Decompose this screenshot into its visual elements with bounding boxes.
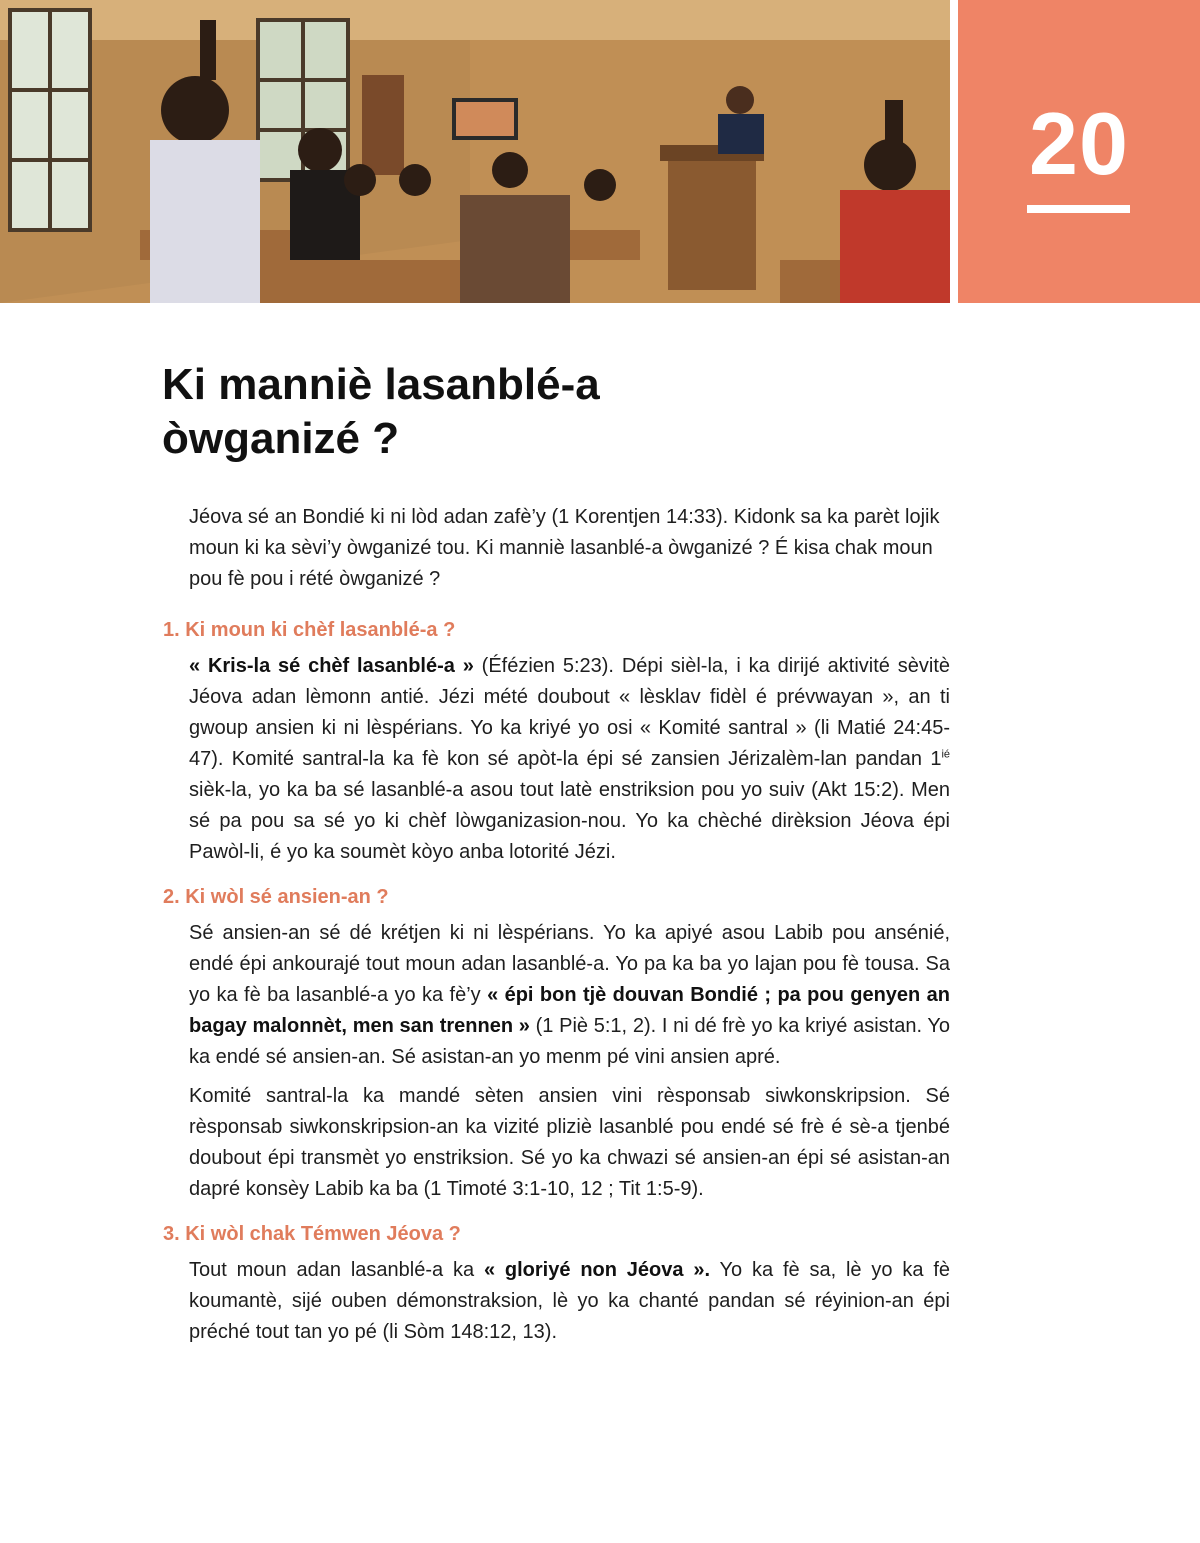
title-line-1: Ki manniè lasanblé-a	[162, 360, 600, 409]
bold-phrase: « gloriyé non Jéova ».	[483, 1259, 711, 1281]
title-line-2: òwganizé ?	[162, 414, 400, 463]
chapter-underline	[1027, 205, 1130, 213]
congregation-meeting-illustration	[0, 0, 950, 303]
chapter-number: 20	[1029, 94, 1129, 193]
lesson-title	[162, 358, 922, 466]
window-left	[10, 10, 90, 230]
hero-image	[0, 0, 950, 303]
door	[362, 75, 404, 175]
bold-phrase: « Kris-la sé chèf lasanblé-a »	[189, 655, 474, 677]
answer-paragraph: Komité santral-la ka mandé sèten ansien vini rèsponsab siwkonskripsion. Sé rèsponsab siwkonskripsion-an ka vizité pliziè lasanblé pou endé sé frè é sè-a tjenbé doubout épi transmèt yo enstriksion. Sé yo ka chwazi sé ansien-an épi sé asistan-an dapré konsèy Labib ka ba (1 Timoté 3:1-10, 12 ; Tit 1:5-9).	[189, 1085, 950, 1200]
question-2	[163, 882, 951, 1205]
lectern	[668, 150, 756, 290]
bold-phrase: « épi bon tjè douvan Bondié ; pa pou genyen an bagay malonnèt, men san trennen »	[189, 984, 950, 1037]
answer-paragraph: Tout moun adan lasanblé-a ka « gloriyé non Jéova ». Yo ka fè sa, lè yo ka fè koumantè, sijé ouben démonstraksion, lè yo ka chanté pandan sé réyinion-an épi préché tout tan yo pé (li Sòm 148:12, 13).	[189, 1259, 951, 1343]
superscript: ié	[941, 748, 950, 761]
lesson-body	[163, 502, 951, 1362]
intro-paragraph: Jéova sé an Bondié ki ni lòd adan zafè’y (1 Korentjen 14:33). Kidonk sa ka parèt lojik moun ki ka sèvi’y òwganizé tou. Ki manniè lasanblé-a òwganizé ? É kisa chak moun pou fè pou i rété òwganizé ?	[189, 506, 940, 590]
answer-paragraph: « Kris-la sé chèf lasanblé-a » (Éfézien 5:23). Dépi sièl-la, i ka dirijé aktivité sèvitè Jéova adan lèmonn antié. Jézi mété doubout « lèsklav fidèl é prévwayan », an ti gwoup ansien ki ni lèspérians. Yo ka kriyé yo osi « Komité santral » (li Matié 24:45-47). Komité santral-la ka fè kon sé apòt-la épi sé zansien Jérizalèm-lan pandan $1^{ié}$ sièk-la, yo ka ba sé lasanblé-a asou tout latè enstriksion pou yo suiv (Akt 15:2). Men sé pa pou sa sé yo ki chèf lòwganizasion-nou. Yo ka chèché dirèksion Jéova épi Pawòl-li, é yo ka soumèt kòyo anba lotorité Jézi.	[189, 655, 951, 863]
question-1	[163, 615, 951, 868]
question-heading: 2. Ki wòl sé ansien-an ?	[163, 886, 389, 908]
question-heading: 1. Ki moun ki chèf lasanblé-a ?	[163, 619, 456, 641]
question-heading: 3. Ki wòl chak Témwen Jéova ?	[163, 1223, 461, 1245]
question-3	[163, 1219, 951, 1348]
answer-paragraph: Sé ansien-an sé dé krétjen ki ni lèspérians. Yo ka apiyé asou Labib pou ansénié, endé épi ankourajé tout moun adan lasanblé-a. Yo pa ka ba yo lajan pou fè tousa. Sa yo ka fè ba lasanblé-a yo ka fè’y « épi bon tjè douvan Bondié ; pa pou genyen an bagay malonnèt, men san trennen » (1 Piè 5:1, 2). I ni dé frè yo ka kriyé asistan. Yo ka endé sé ansien-an. Sé asistan-an yo menm pé vini ansien apré.	[189, 922, 951, 1068]
chapter-number-box	[958, 0, 1200, 303]
